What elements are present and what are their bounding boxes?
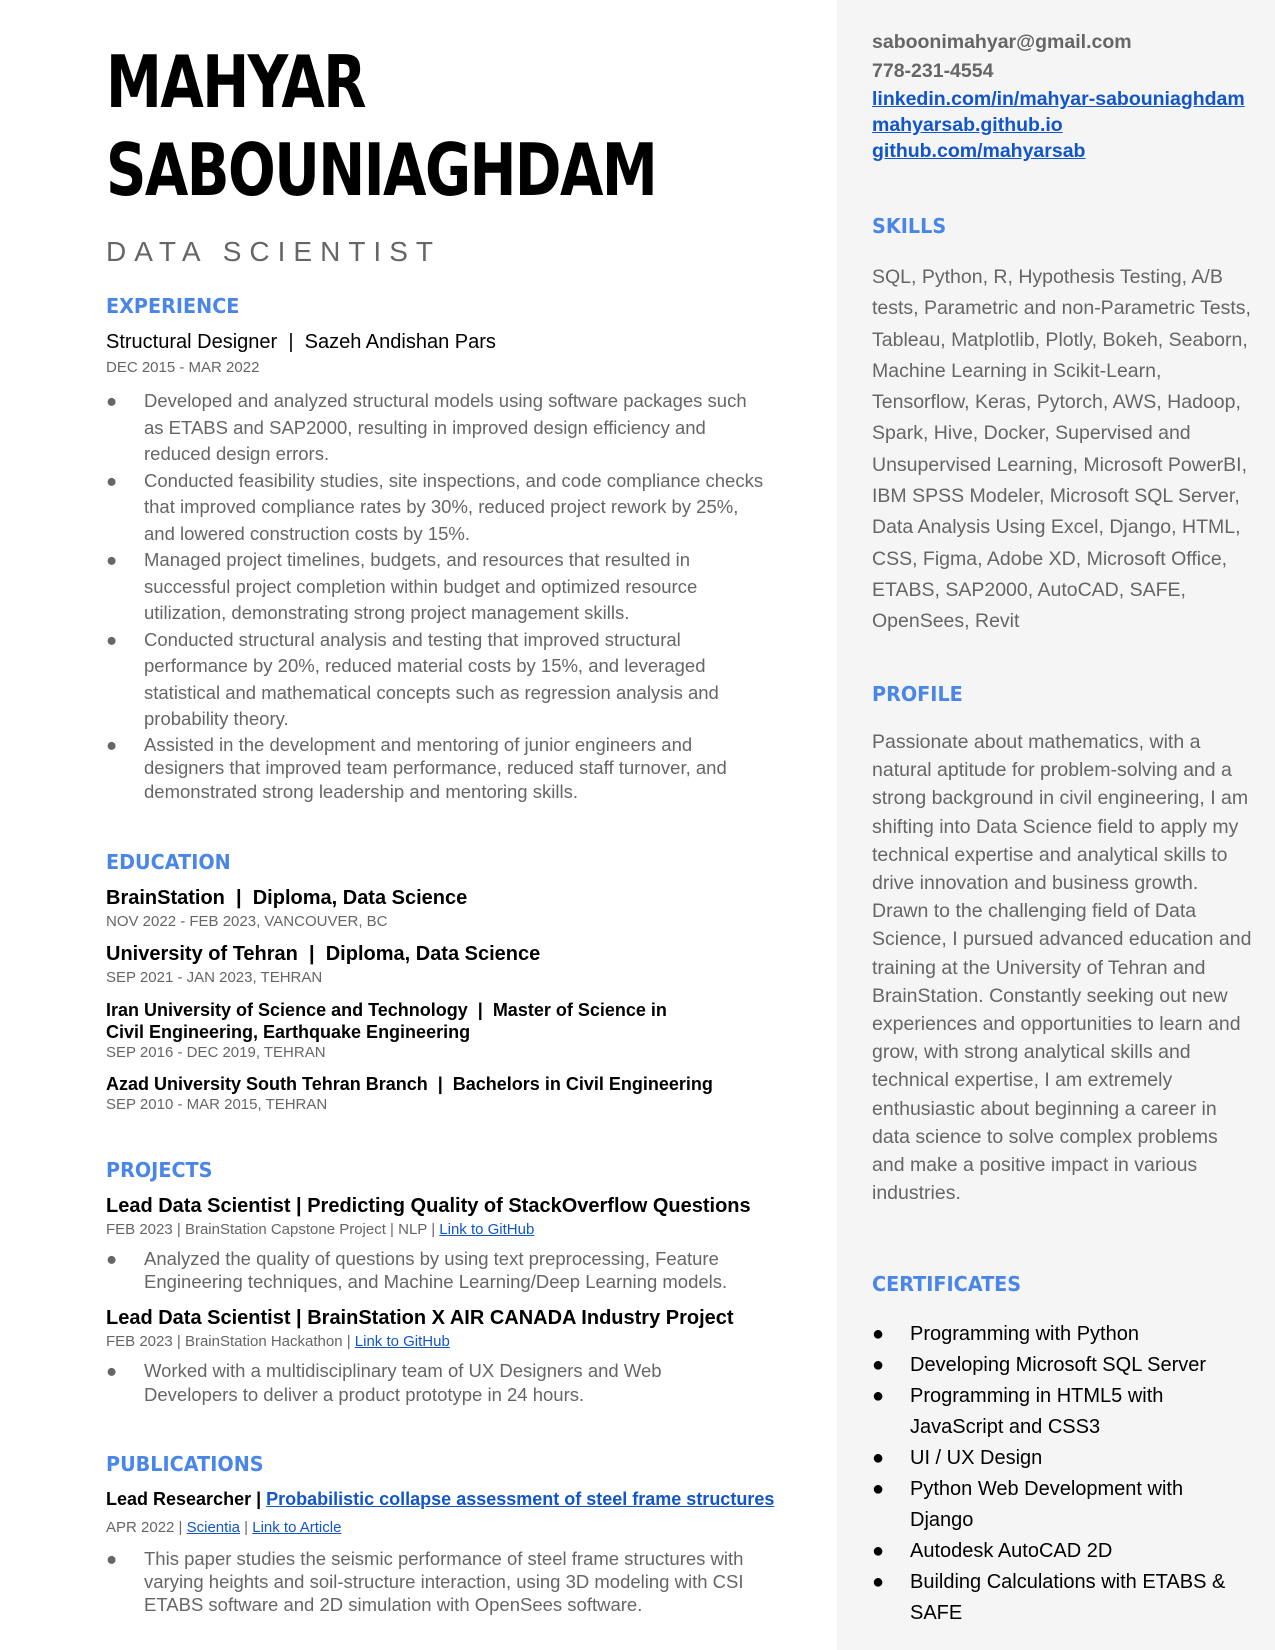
experience-role: Structural Designer (106, 331, 278, 353)
certificate-item (872, 1567, 1252, 1629)
bullet-icon: ● (872, 1571, 885, 1593)
education-school: Azad University South Tehran Branch (106, 1074, 428, 1094)
contact-github-link[interactable]: github.com/mahyarsab (872, 140, 1086, 162)
publication-role: Lead Researcher | (106, 1489, 267, 1509)
education-heading: Azad University South Tehran Branch | Bachelors in Civil Engineering (106, 1074, 713, 1094)
publication-bullets (106, 1547, 796, 1616)
bullet-text: Analyzed the quality of questions by using text preprocessing, Feature Engineering techniques, and Machine Learning/Deep Learning models. (144, 1248, 728, 1292)
education-heading: Iran University of Science and Technology | Master of Science in Civil Engineering, Earthquake Engineering (106, 1000, 667, 1042)
project-entry (106, 1307, 786, 1407)
project-github-link[interactable]: Link to GitHub (354, 1333, 450, 1350)
education-degree: Bachelors in Civil Engineering (452, 1074, 713, 1094)
section-experience: EXPERIENCE (106, 294, 240, 318)
publication-sep: | (240, 1519, 253, 1536)
skills-text: SQL, Python, R, Hypothesis Testing, A/B tests, Parametric and non-Parametric Tests, Tableau, Matplotlib, Plotly, Bokeh, Seaborn, Machine Learning in Scikit-Learn, Tensorflow, Keras, Pytorch, AWS, Hadoop, Spark, Hive, Docker, Supervised and Unsupervised Learning, Microsoft PowerBI, IBM SPSS Modeler, Microsoft SQL Server, Data Analysis Using Excel, Django, HTML, CSS, Figma, Adobe XD, Microsoft Office, ETABS, SAP2000, AutoCAD, SAFE, OpenSees, Revit (872, 266, 1251, 633)
experience-company: Sazeh Andishan Pars (304, 331, 496, 353)
experience-bullet (106, 468, 766, 548)
project-bullet (106, 1359, 706, 1407)
education-entry (106, 887, 786, 930)
certificate-item (872, 1474, 1252, 1536)
publication-meta-text: APR 2022 | (106, 1519, 187, 1536)
education-school: Iran University of Science and Technology (106, 1000, 468, 1020)
project-heading: Lead Data Scientist | Predicting Quality of StackOverflow Questions (106, 1195, 751, 1217)
bullet-icon: ● (106, 390, 118, 411)
bullet-icon: ● (106, 1548, 118, 1569)
project-meta-text: FEB 2023 | BrainStation Hackathon | (106, 1333, 355, 1350)
contact-phone: 778-231-4554 (872, 60, 994, 82)
education-degree: Diploma, Data Science (325, 943, 541, 965)
education-heading: BrainStation | Diploma, Data Science (106, 887, 468, 909)
name-last: SABOUNIAGHDAM (106, 128, 657, 212)
education-dates: SEP 2010 - MAR 2015, TEHRAN (106, 1096, 328, 1113)
education-dates: NOV 2022 - FEB 2023, VANCOUVER, BC (106, 913, 388, 930)
experience-bullet (106, 547, 766, 627)
education-degree: Master of Science in Civil Engineering, Earthquake Engineering (106, 1000, 667, 1042)
contact-block (872, 28, 1272, 164)
bullet-text: Managed project timelines, budgets, and resources that resulted in successful project completion within budget and optimized resource utilization, demonstrating strong project management skills. (144, 549, 698, 623)
certificate-text: Programming in HTML5 with JavaScript and CSS3 (910, 1385, 1164, 1438)
experience-bullet (106, 627, 766, 733)
section-skills: SKILLS (872, 214, 947, 238)
education-school: BrainStation (106, 887, 225, 909)
bullet-text: Developed and analyzed structural models using software packages such as ETABS and SAP2000, resulting in improved design efficiency and reduced design errors. (144, 390, 747, 464)
bullet-icon: ● (872, 1323, 885, 1345)
bullet-icon: ● (106, 549, 118, 570)
experience-bullets (106, 388, 766, 803)
publication-journal-link[interactable]: Scientia (186, 1519, 240, 1536)
project-meta (106, 1221, 786, 1238)
education-dates: SEP 2021 - JAN 2023, TEHRAN (106, 969, 323, 986)
bullet-text: Conducted feasibility studies, site inspections, and code compliance checks that improved compliance rates by 30%, reduced project rework by 25%, and lowered construction costs by 15%. (144, 469, 764, 544)
certificate-list (872, 1319, 1252, 1629)
project-github-link[interactable]: Link to GitHub (439, 1221, 535, 1238)
bullet-icon: ● (106, 469, 118, 491)
project-bullets (106, 1247, 786, 1293)
section-publications: PUBLICATIONS (106, 1452, 264, 1476)
certificate-text: Python Web Development with Django (910, 1478, 1184, 1531)
certificate-item (872, 1536, 1252, 1567)
section-projects: PROJECTS (106, 1158, 213, 1182)
bullet-icon: ● (872, 1354, 885, 1376)
education-school: University of Tehran (106, 943, 298, 965)
publication-title-link[interactable]: Probabilistic collapse assessment of steel frame structures (266, 1489, 775, 1509)
experience-heading (106, 331, 766, 354)
publication-article-link[interactable]: Link to Article (252, 1519, 342, 1536)
experience-sep: | (288, 331, 294, 353)
bullet-icon: ● (872, 1540, 885, 1562)
bullet-icon: ● (106, 1248, 118, 1269)
certificate-item (872, 1381, 1252, 1443)
experience-bullet (106, 388, 766, 468)
experience-bullet (106, 733, 766, 804)
section-certificates: CERTIFICATES (872, 1272, 1022, 1296)
contact-website-link[interactable]: mahyarsab.github.io (872, 114, 1063, 136)
bullet-text: Worked with a multidisciplinary team of UX Designers and Web Developers to deliver a product prototype in 24 hours. (144, 1360, 662, 1405)
profile-text: Passionate about mathematics, with a natural aptitude for problem-solving and a strong background in civil engineering, I am shifting into Data Science field to apply my technical expertise and analytical skills to drive innovation and business growth. Drawn to the challenging field of Data Science, I pursued advanced education and training at the University of Tehran and BrainStation. Constantly seeking out new experiences and opportunities to learn and grow, with strong analytical skills and technical expertise, I am extremely enthusiastic about beginning a career in data science to solve complex problems and make a positive impact in various industries. (872, 731, 1252, 1205)
publication-meta (106, 1519, 796, 1536)
bullet-icon: ● (106, 733, 118, 755)
education-heading: University of Tehran | Diploma, Data Science (106, 943, 541, 965)
contact-linkedin-link[interactable]: linkedin.com/in/mahyar-sabouniaghdam (872, 88, 1245, 110)
certificate-item (872, 1319, 1252, 1350)
certificate-text: Programming with Python (910, 1323, 1139, 1345)
certificate-item (872, 1350, 1252, 1381)
education-entry (106, 999, 706, 1061)
experience-dates: DEC 2015 - MAR 2022 (106, 359, 260, 376)
project-bullet (106, 1247, 786, 1293)
publication-heading (106, 1489, 796, 1510)
bullet-text: This paper studies the seismic performance of steel frame structures with varying heights and soil-structure interaction, using 3D modeling with CSI ETABS software and 2D simulation with OpenSees software. (144, 1548, 744, 1615)
education-entry (106, 1074, 786, 1113)
education-entry (106, 943, 786, 986)
certificate-text: UI / UX Design (910, 1447, 1043, 1469)
project-meta-text: FEB 2023 | BrainStation Capstone Project | NLP | (106, 1221, 440, 1238)
education-degree: Diploma, Data Science (252, 887, 468, 909)
certificate-text: Building Calculations with ETABS & SAFE (910, 1571, 1226, 1624)
certificate-text: Autodesk AutoCAD 2D (910, 1540, 1113, 1562)
certificate-item (872, 1443, 1252, 1474)
bullet-text: Assisted in the development and mentoring of junior engineers and designers that improved team performance, reduced staff turnover, and demonstrated strong leadership and mentoring skills. (144, 733, 727, 802)
bullet-icon: ● (106, 628, 118, 650)
bullet-text: Conducted structural analysis and testing that improved structural performance by 20%, reduced material costs by 15%, and leveraged statistical and mathematical concepts such as regression analysis and probability theory. (144, 628, 719, 729)
bullet-icon: ● (872, 1447, 885, 1469)
contact-email: saboonimahyar@gmail.com (872, 31, 1132, 53)
certificate-text: Developing Microsoft SQL Server (910, 1354, 1207, 1376)
bullet-icon: ● (872, 1385, 885, 1407)
project-bullets (106, 1359, 706, 1407)
education-dates: SEP 2016 - DEC 2019, TEHRAN (106, 1044, 326, 1061)
name-first: MAHYAR (106, 40, 365, 124)
project-meta (106, 1333, 786, 1350)
section-profile: PROFILE (872, 682, 963, 706)
publication-bullet (106, 1547, 796, 1616)
project-entry (106, 1195, 786, 1293)
experience-entry (106, 331, 766, 803)
publication-entry (106, 1489, 796, 1616)
candidate-name (106, 38, 656, 214)
section-education: EDUCATION (106, 850, 231, 874)
bullet-icon: ● (106, 1360, 118, 1381)
project-heading: Lead Data Scientist | BrainStation X AIR CANADA Industry Project (106, 1307, 734, 1329)
bullet-icon: ● (872, 1478, 885, 1500)
job-title: DATA SCIENTIST (106, 236, 441, 267)
